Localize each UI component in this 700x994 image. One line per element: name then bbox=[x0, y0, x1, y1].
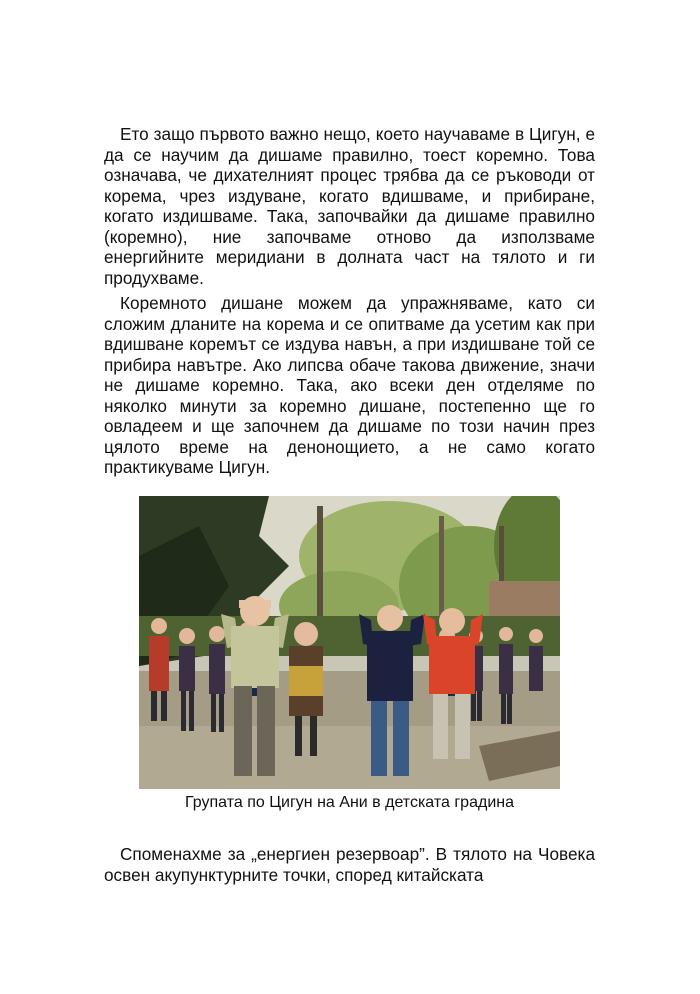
paragraph-abdominal-breathing: Коремното дишане можем да упражняваме, като си сложим дланите на корема и се опитваме да усетим как при вдишване коремът се издува навън, а при издишване той се прибира навътре. Ако липсва обаче такова движение, значи не дишаме коремно. Така, ако всеки ден отделяме по няколко минути за коремно дишане, постепенно ще го овладеем и ще започнем да дишаме по този начин през цялото време на денонощието, а не само когато практикуваме Цигун. bbox=[104, 293, 595, 477]
photo-illustration bbox=[139, 496, 560, 789]
paragraph-breathing-intro: Ето защо първото важно нещо, което научаваме в Цигун, е да се научим да дишаме правилно, тоест коремно. Това означава, че дихателният процес трябва да се ръководи от корема, чрез издуване, когато вдишваме, и прибиране, когато издишваме. Така, започвайки да дишаме правилно (коремно), ние започваме отново да използваме енергийните меридиани в долната част на тялото и ги продухваме. bbox=[104, 124, 595, 288]
paragraph-energy-reservoir: Споменахме за „енергиен резервоар”. В тялото на Човека освен акупунктурните точки, според китайската bbox=[104, 844, 595, 885]
qigong-group-photo bbox=[139, 496, 560, 789]
photo-caption: Групата по Цигун на Ани в детската градина bbox=[185, 794, 514, 811]
